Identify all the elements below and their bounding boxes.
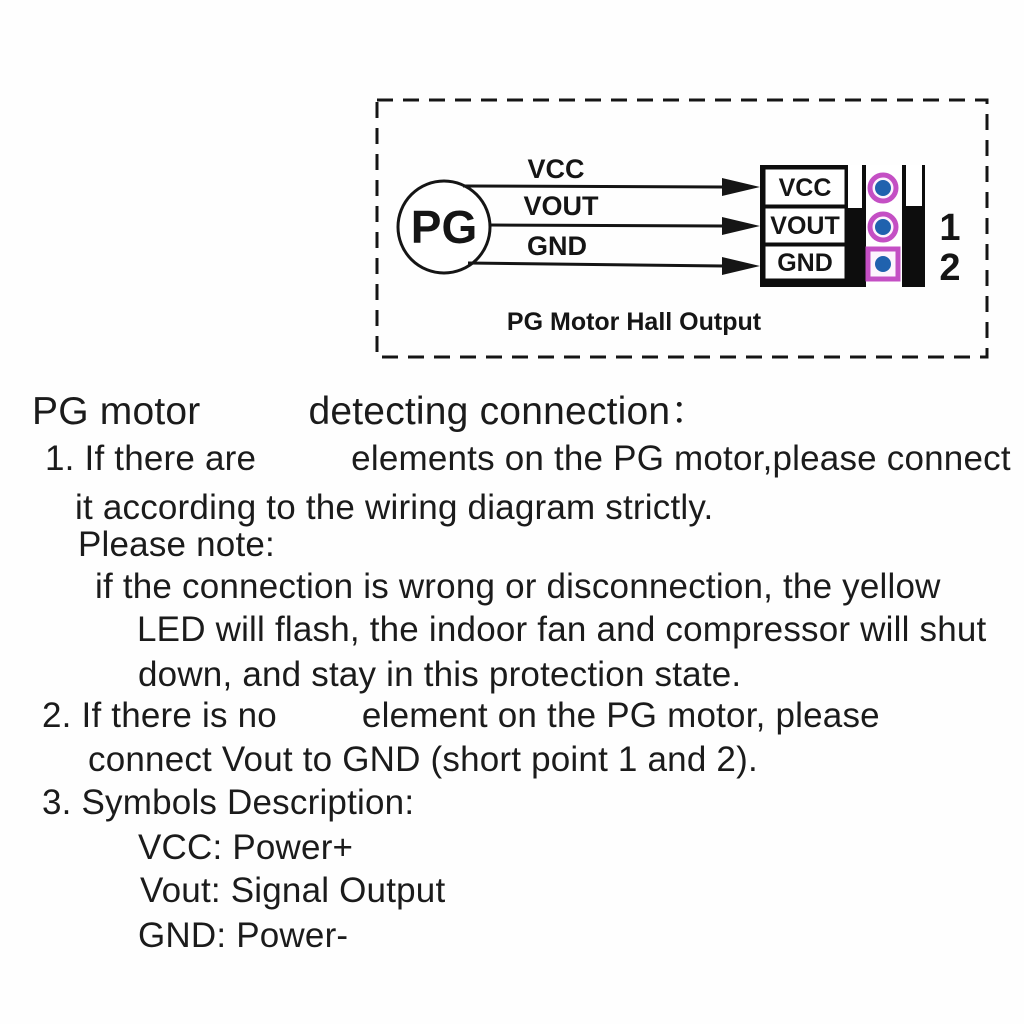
connector-pin-label-vcc: VCC (778, 174, 832, 202)
pin-vcc (870, 175, 896, 201)
instructions-heading (32, 392, 709, 431)
wire-gnd (468, 231, 760, 275)
connector-slot-right (906, 165, 922, 206)
instruction-line-5: LED will flash, the indoor fan and compressor will shut (137, 610, 987, 649)
wire-vcc (463, 154, 760, 196)
heading-left: PG motor (32, 390, 201, 433)
line-7b: element on the PG motor, please (361, 696, 880, 735)
wire-vout (489, 191, 760, 235)
line-1-gap (256, 469, 351, 470)
point-number-2: 2 (939, 247, 961, 289)
symbol-desc-gnd: GND: Power- (138, 916, 349, 955)
pin-vout-point-1 (870, 214, 896, 240)
line-7-gap (277, 726, 362, 727)
wire-vout-label: VOUT (523, 191, 599, 221)
diagram-caption: PG Motor Hall Output (506, 308, 762, 336)
instruction-line-4: if the connection is wrong or disconnection, the yellow (95, 567, 941, 606)
wiring-diagram (0, 0, 1024, 380)
instruction-line-6: down, and stay in this protection state. (138, 655, 742, 694)
wire-gnd-label: GND (527, 231, 587, 261)
line-1b: elements on the PG motor,please connect (351, 439, 1011, 478)
line-7a: 2. If there is no (42, 696, 277, 735)
point-number-1: 1 (939, 207, 961, 249)
connector-pin-label-vout: VOUT (770, 212, 840, 240)
instruction-line-8: connect Vout to GND (short point 1 and 2). (88, 740, 758, 779)
symbol-desc-vcc: VCC: Power+ (138, 828, 354, 867)
connector-slot-left (848, 165, 862, 208)
heading-gap (200, 423, 308, 424)
arrowhead-icon (722, 217, 760, 235)
pg-motor-label: PG (410, 201, 478, 253)
pin-gnd-point-2 (868, 249, 898, 279)
arrowhead-icon (722, 178, 760, 196)
instruction-line-1 (45, 441, 1011, 476)
instruction-line-2: it according to the wiring diagram strictly. (75, 488, 714, 527)
instruction-line-3: Please note: (78, 525, 275, 564)
connector-pin-label-gnd: GND (777, 249, 833, 277)
line-1a: 1. If there are (45, 439, 257, 478)
hall-output-connector (760, 165, 961, 289)
heading-right: detecting connection： (308, 390, 710, 433)
arrowhead-icon (722, 257, 760, 275)
instruction-line-9: 3. Symbols Description: (42, 783, 415, 822)
symbol-desc-vout: Vout: Signal Output (140, 871, 446, 910)
instruction-line-7 (42, 698, 880, 733)
wire-vcc-label: VCC (527, 154, 585, 184)
pg-motor-symbol (398, 181, 490, 273)
